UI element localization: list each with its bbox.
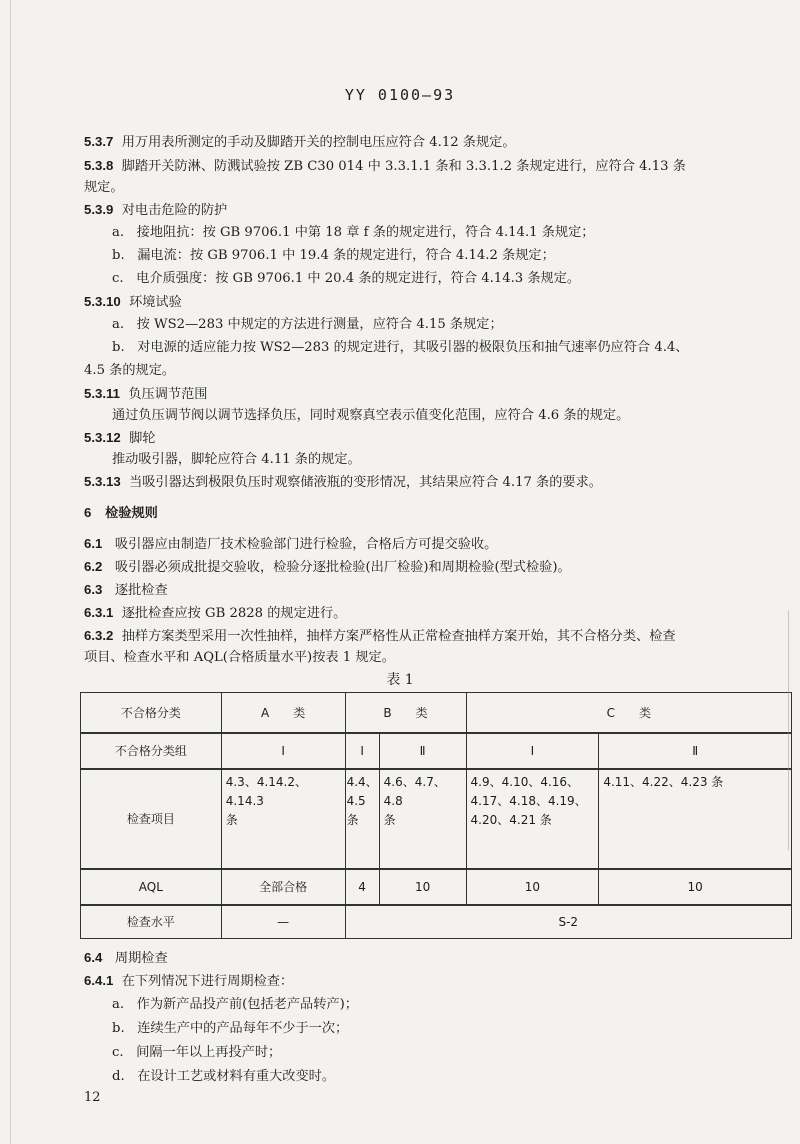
item-text: 漏电流：按 GB 9706.1 中 19.4 条的规定进行，符合 4.14.2 条规定； bbox=[137, 248, 555, 263]
clause-text: 逐批检查 bbox=[114, 583, 168, 598]
clause-number: 6.2 bbox=[84, 559, 103, 574]
clause-number: 5.3.9 bbox=[84, 202, 114, 217]
item-text: 连续生产中的产品每年不少于一次； bbox=[137, 1021, 349, 1036]
section-6-heading bbox=[84, 503, 158, 524]
items-cell bbox=[221, 769, 345, 869]
clause-number: 6.4.1 bbox=[84, 973, 114, 988]
list-item bbox=[112, 1043, 281, 1063]
items-cell bbox=[345, 769, 379, 869]
aql-cell: 4 bbox=[345, 869, 379, 905]
clause-number: 5.3.11 bbox=[84, 386, 120, 401]
items-cell bbox=[599, 769, 792, 869]
table-row bbox=[81, 869, 792, 905]
items-cell bbox=[466, 769, 599, 869]
list-item bbox=[112, 1019, 348, 1039]
clause-5-3-7 bbox=[84, 132, 516, 153]
clause-text: 周期检查 bbox=[114, 951, 168, 966]
row-label: AQL bbox=[81, 869, 222, 905]
clause-number: 5.3.13 bbox=[84, 474, 121, 489]
clause-6-3-1 bbox=[84, 603, 346, 624]
items-line: 4.20、4.21 条 bbox=[470, 812, 552, 827]
group-cell: Ⅱ bbox=[379, 733, 466, 769]
scan-edge-line bbox=[10, 0, 11, 1144]
clause-continuation: 推动吸引器，脚轮应符合 4.11 条的规定。 bbox=[112, 452, 361, 467]
items-line: 4.17、4.18、4.19、 bbox=[470, 793, 587, 808]
clause-text: 脚踏开关防淋、防溅试验按 ZB C30 014 中 3.3.1.1 条和 3.3.1.2 条规定进行，应符合 4.13 条 bbox=[121, 159, 686, 174]
item-marker: b. bbox=[112, 248, 125, 263]
item-marker: a. bbox=[112, 317, 125, 332]
class-a-header: A 类 bbox=[221, 693, 345, 733]
item-text: 电介质强度：按 GB 9706.1 中 20.4 条的规定进行，符合 4.14.3 条规定。 bbox=[136, 271, 581, 286]
nonconformity-table bbox=[80, 692, 792, 939]
clause-continuation: 项目、检查水平和 AQL(合格质量水平)按表 1 规定。 bbox=[84, 650, 395, 665]
clause-6-1 bbox=[84, 534, 497, 555]
clause-text: 逐批检查应按 GB 2828 的规定进行。 bbox=[121, 606, 347, 621]
clause-5-3-10 bbox=[84, 292, 182, 313]
row-label: 检查水平 bbox=[81, 905, 222, 939]
aql-cell: 10 bbox=[379, 869, 466, 905]
clause-text: 吸引器应由制造厂技术检验部门进行检验，合格后方可提交验收。 bbox=[114, 537, 498, 552]
clause-6-4 bbox=[84, 948, 168, 969]
items-cell bbox=[379, 769, 466, 869]
clause-text: 抽样方案类型采用一次性抽样，抽样方案严格性从正常检查抽样方案开始，其不合格分类、检查 bbox=[121, 629, 676, 644]
items-line: 4.3、4.14.2、4.14.3 bbox=[225, 774, 307, 808]
item-marker: c. bbox=[112, 271, 124, 286]
items-line: 4.11、4.22、4.23 条 bbox=[603, 774, 724, 789]
clause-number: 5.3.10 bbox=[84, 294, 121, 309]
clause-6-4-1 bbox=[84, 971, 293, 992]
table-title: 表 1 bbox=[386, 672, 414, 688]
clause-5-3-9 bbox=[84, 200, 227, 221]
clause-number: 6.4 bbox=[84, 950, 103, 965]
clause-5-3-8 bbox=[84, 156, 686, 177]
clause-text: 当吸引器达到极限负压时观察储液瓶的变形情况，其结果应符合 4.17 条的要求。 bbox=[129, 475, 602, 490]
item-marker: d. bbox=[112, 1069, 125, 1084]
item-marker: b. bbox=[112, 1021, 125, 1036]
clause-5-3-13 bbox=[84, 472, 602, 493]
item-text: 在设计工艺或材料有重大改变时。 bbox=[137, 1069, 336, 1084]
item-text: 按 WS2—283 中规定的方法进行测量，应符合 4.15 条规定； bbox=[136, 317, 503, 332]
list-item bbox=[112, 315, 503, 335]
clause-text: 环境试验 bbox=[129, 295, 182, 310]
row-label: 不合格分类组 bbox=[81, 733, 222, 769]
clause-6-2 bbox=[84, 557, 571, 578]
class-b-header: B 类 bbox=[345, 693, 466, 733]
clause-continuation: 规定。 bbox=[84, 180, 124, 195]
items-line: 4.9、4.10、4.16、 bbox=[470, 774, 580, 789]
items-line: 4.6、4.7、4.8 bbox=[383, 774, 446, 808]
row-label: 不合格分类 bbox=[81, 693, 222, 733]
item-marker: b. bbox=[112, 340, 125, 355]
table-row bbox=[81, 733, 792, 769]
clause-continuation: 通过负压调节阀以调节选择负压，同时观察真空表示值变化范围，应符合 4.6 条的规定。 bbox=[112, 408, 630, 423]
table-row bbox=[81, 693, 792, 733]
items-line: 条 bbox=[383, 812, 396, 827]
clause-6-3-2 bbox=[84, 626, 676, 647]
row-label: 检查项目 bbox=[81, 769, 222, 869]
items-line: 4.5 bbox=[346, 793, 366, 808]
items-line: 条 bbox=[225, 812, 238, 827]
scan-edge-line bbox=[788, 610, 789, 850]
item-text: 接地阻抗：按 GB 9706.1 中第 18 章 f 条的规定进行，符合 4.14.1 条规定； bbox=[136, 225, 595, 240]
item-marker: a. bbox=[112, 225, 125, 240]
list-item bbox=[112, 1067, 335, 1087]
group-cell: Ⅰ bbox=[345, 733, 379, 769]
table-row bbox=[81, 905, 792, 939]
list-item bbox=[112, 338, 688, 358]
group-cell: Ⅰ bbox=[466, 733, 599, 769]
item-marker: a. bbox=[112, 997, 125, 1012]
clause-number: 5.3.7 bbox=[84, 134, 114, 149]
clause-number: 5.3.12 bbox=[84, 430, 121, 445]
clause-5-3-11 bbox=[84, 384, 207, 405]
item-text: 作为新产品投产前(包括老产品转产)； bbox=[136, 997, 358, 1012]
clause-number: 5.3.8 bbox=[84, 158, 114, 173]
clause-5-3-12 bbox=[84, 428, 155, 449]
clause-number: 6.3 bbox=[84, 582, 103, 597]
list-item bbox=[112, 269, 580, 289]
items-line: 4.4、 bbox=[346, 774, 378, 789]
item-text: 间隔一年以上再投产时； bbox=[136, 1045, 282, 1060]
clause-text: 用万用表所测定的手动及脚踏开关的控制电压应符合 4.12 条规定。 bbox=[121, 135, 516, 150]
item-text: 对电源的适应能力按 WS2—283 的规定进行，其吸引器的极限负压和抽气速率仍应符合 4.4、 bbox=[137, 340, 689, 355]
clause-6-3 bbox=[84, 580, 168, 601]
clause-number: 6.3.2 bbox=[84, 628, 114, 643]
section-number: 6 bbox=[84, 505, 92, 520]
level-cell: S-2 bbox=[345, 905, 791, 939]
clause-text: 负压调节范围 bbox=[128, 387, 208, 402]
group-cell: Ⅱ bbox=[599, 733, 792, 769]
clause-continuation: 4.5 条的规定。 bbox=[84, 363, 176, 378]
aql-cell: 10 bbox=[599, 869, 792, 905]
list-item bbox=[112, 223, 594, 243]
list-item bbox=[112, 246, 555, 266]
list-item bbox=[112, 995, 358, 1015]
item-marker: c. bbox=[112, 1045, 124, 1060]
class-c-header: C 类 bbox=[466, 693, 791, 733]
aql-cell: 全部合格 bbox=[221, 869, 345, 905]
standard-header: YY 0100—93 bbox=[344, 86, 456, 104]
group-cell: Ⅰ bbox=[221, 733, 345, 769]
clause-number: 6.3.1 bbox=[84, 605, 114, 620]
page-number: 12 bbox=[84, 1090, 101, 1105]
table-row bbox=[81, 769, 792, 869]
clause-number: 6.1 bbox=[84, 536, 103, 551]
clause-text: 对电击危险的防护 bbox=[121, 203, 228, 218]
level-cell: — bbox=[221, 905, 345, 939]
clause-text: 吸引器必须成批提交验收，检验分逐批检验(出厂检验)和周期检验(型式检验)。 bbox=[114, 560, 571, 575]
clause-text: 脚轮 bbox=[129, 431, 156, 446]
aql-cell: 10 bbox=[466, 869, 599, 905]
section-title: 检验规则 bbox=[105, 506, 158, 521]
clause-text: 在下列情况下进行周期检查： bbox=[121, 974, 294, 989]
items-line: 条 bbox=[346, 812, 359, 827]
